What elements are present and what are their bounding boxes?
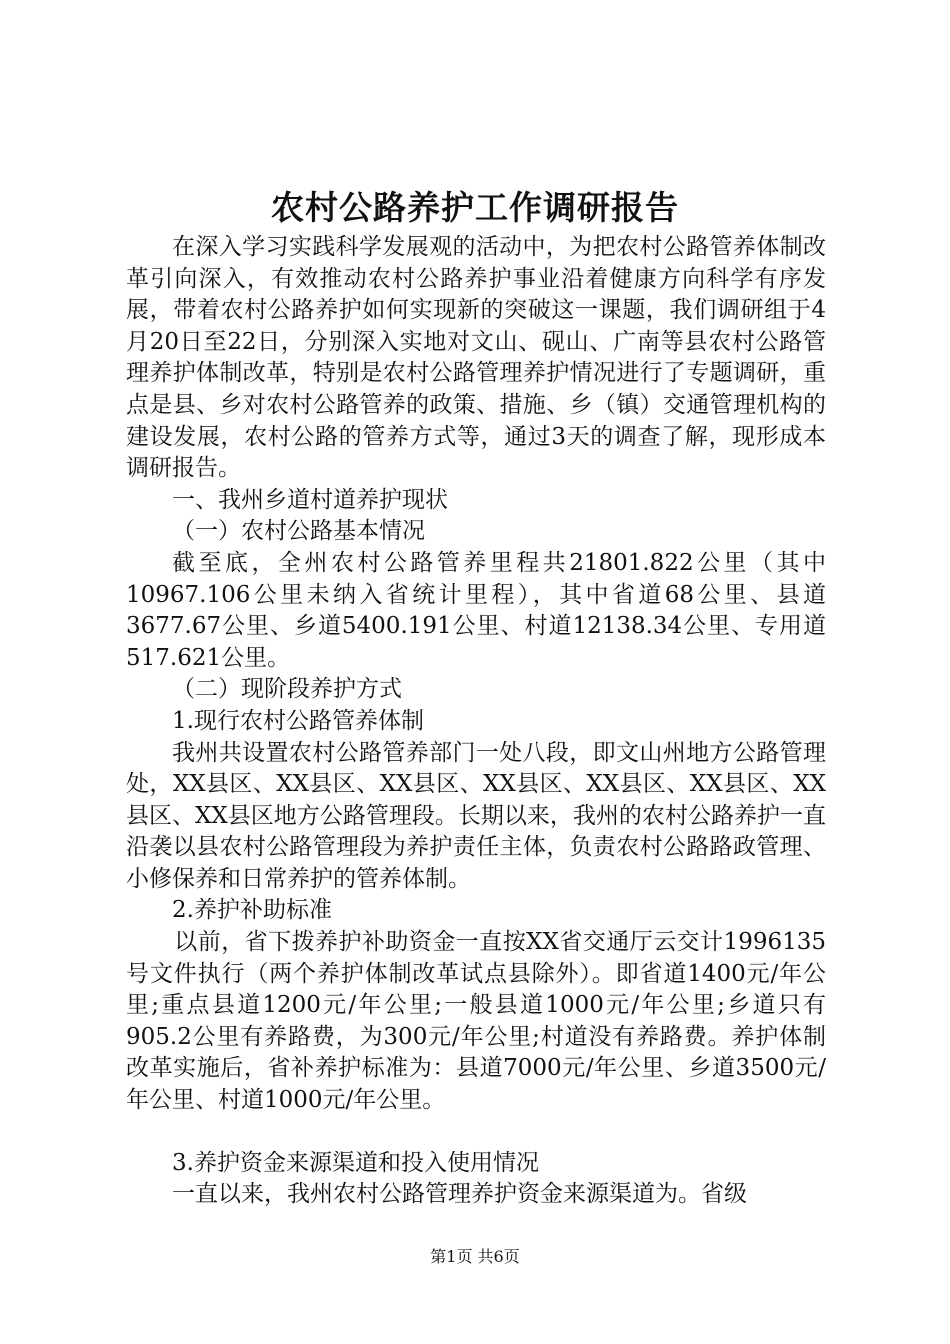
item-heading-1: 1.现行农村公路管养体制 [172, 707, 424, 734]
mileage-paragraph: 截至底，全州农村公路管养里程共21801.822公里（其中10967.106公里未纳入省统计里程），其中省道68公里、县道3677.67公里、乡道5400.191公里、村道12138.34公里、专用道517.621公里。 [126, 549, 826, 671]
intro-paragraph: 在深入学习实践科学发展观的活动中，为把农村公路管养体制改革引向深入，有效推动农村公路养护事业沿着健康方向科学有序发展，带着农村公路养护如何实现新的突破这一课题，我们调研组于4月20日至22日，分别深入实地对文山、砚山、广南等县农村公路管理养护体制改革，特别是农村公路管理养护情况进行了专题调研，重点是县、乡对农村公路管养的政策、措施、乡（镇）交通管理机构的建设发展，农村公路的管养方式等，通过3天的调查了解，现形成本调研报告。 [126, 234, 826, 482]
funding-paragraph: 一直以来，我州农村公路管理养护资金来源渠道为。省级 [172, 1181, 747, 1208]
management-paragraph: 我州共设置农村公路管养部门一处八段，即文山州地方公路管理处，XX县区、XX县区、XX县区、XX县区、XX县区、XX县区、XX县区、XX县区地方公路管理段。长期以来，我州的农村公路养护一直沿袭以县农村公路管理段为养护责任主体，负责农村公路路政管理、小修保养和日常养护的管养体制。 [126, 739, 826, 892]
item-heading-3: 3.养护资金来源渠道和投入使用情况 [172, 1149, 539, 1176]
page-footer: 第1页 共6页 [430, 1247, 520, 1266]
subsection-heading-2: （二）现阶段养护方式 [172, 676, 402, 703]
section-heading-1: 一、我州乡道村道养护现状 [172, 486, 448, 513]
subsection-heading-1: （一）农村公路基本情况 [172, 518, 425, 545]
paragraph-gap [126, 1117, 826, 1148]
item-heading-2: 2.养护补助标准 [172, 897, 332, 924]
document-body [126, 232, 826, 1211]
subsidy-paragraph: 以前，省下拨养护补助资金一直按XX省交通厅云交计1996135号文件执行（两个养护体制改革试点县除外）。即省道1400元/年公里;重点县道1200元/年公里;一般县道1000元/年公里;乡道只有905.2公里有养路费，为300元/年公里;村道没有养路费。养护体制改革实施后，省补养护标准为：县道7000元/年公里、乡道3500元/年公里、村道1000元/年公里。 [126, 929, 826, 1114]
document-title: 农村公路养护工作调研报告 [271, 188, 679, 227]
